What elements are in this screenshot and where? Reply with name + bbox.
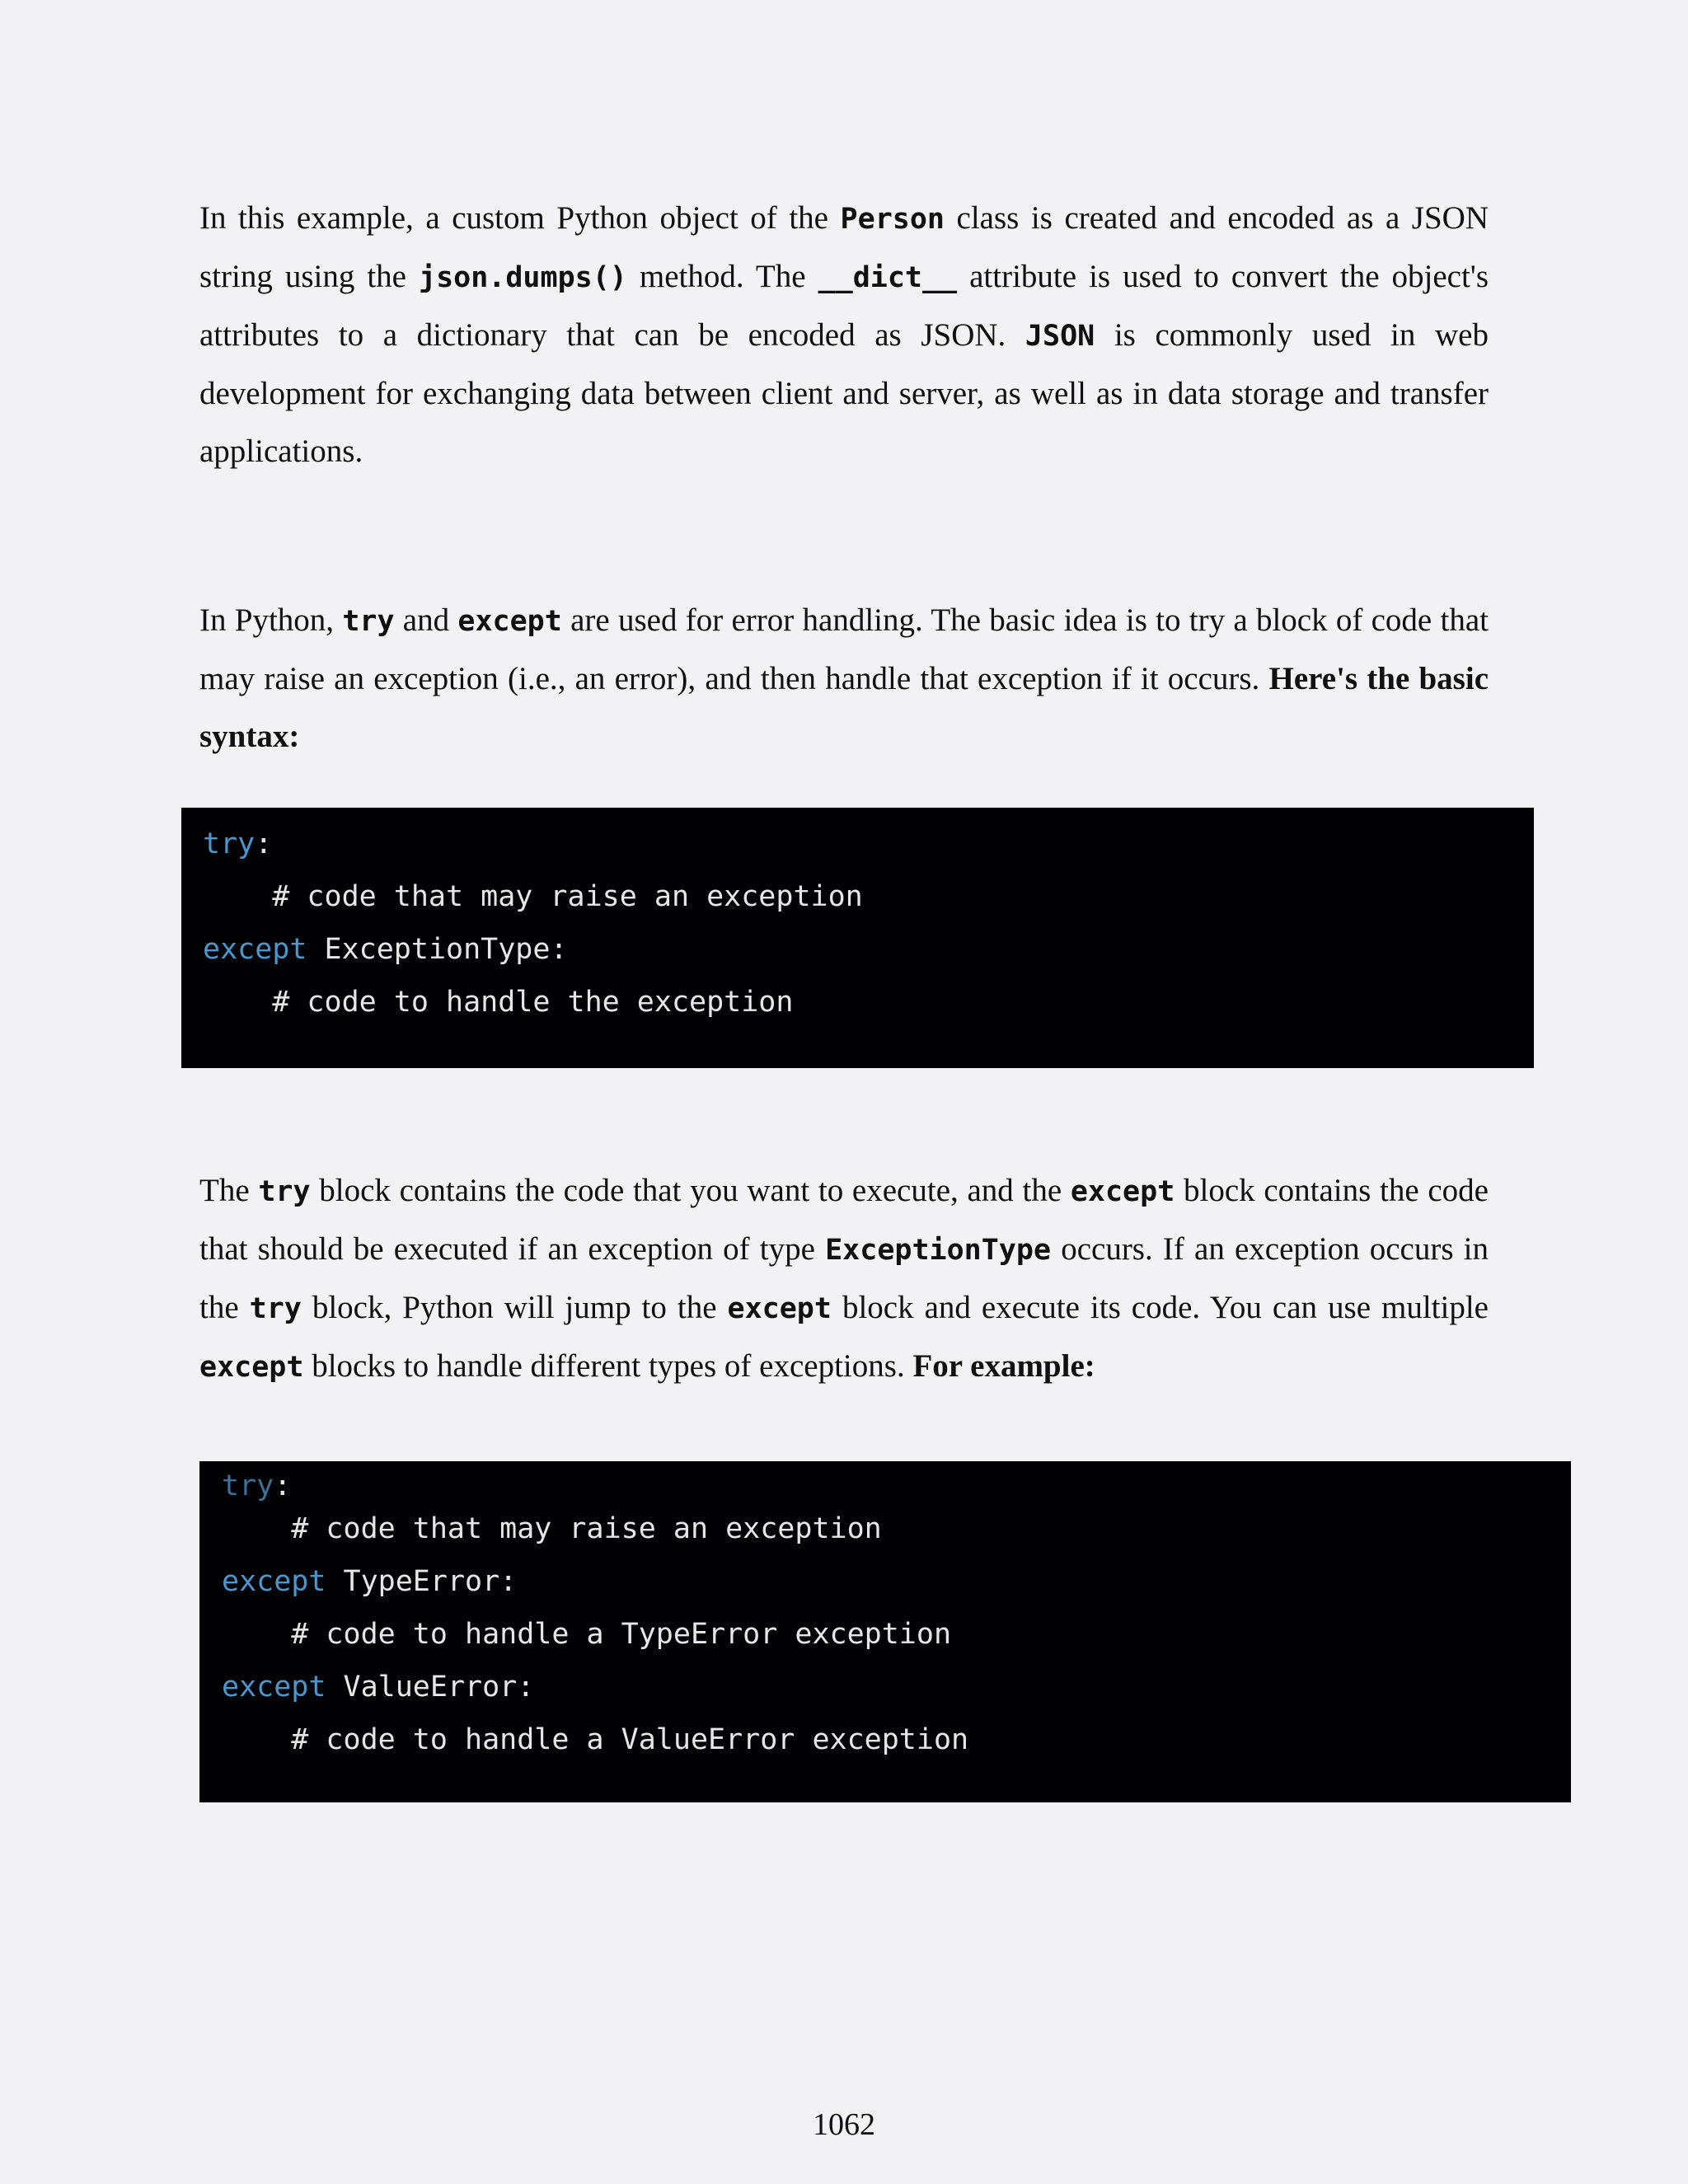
inline-code-json-dumps: json.dumps() (419, 261, 627, 294)
code-line (203, 818, 1512, 870)
inline-code-except: except (727, 1292, 832, 1325)
inline-code-try: try (249, 1292, 302, 1325)
text: and (394, 602, 458, 638)
inline-code-dict: __dict__ (818, 261, 958, 294)
page-number: 1062 (813, 2107, 875, 2142)
text: In this example, a custom Python object of the (199, 200, 841, 236)
text: The (199, 1173, 259, 1208)
text: block and execute its code. You can use multiple (831, 1290, 1489, 1325)
code-line: # code that may raise an exception (222, 1512, 882, 1545)
code-text: : (255, 827, 273, 860)
text: In Python, (199, 602, 343, 638)
code-line (222, 1661, 1549, 1713)
bold-text-basic-syntax: Here's the basic syntax: (199, 661, 1489, 754)
code-text: TypeError: (326, 1565, 518, 1598)
code-line: # code to handle a ValueError exception (222, 1723, 969, 1756)
inline-code-except: except (457, 605, 562, 638)
inline-code-except: except (199, 1351, 304, 1384)
inline-code-exception-type: ExceptionType (825, 1234, 1052, 1267)
code-keyword-except: except (222, 1671, 326, 1704)
inline-code-json: JSON (1025, 320, 1095, 353)
code-text: : (274, 1469, 292, 1502)
text: method. The (626, 259, 818, 294)
code-block-multiple-except (199, 1461, 1571, 1802)
code-text: ExceptionType: (307, 933, 568, 966)
paragraph-try-except-intro (199, 592, 1489, 766)
text: attribute is used to convert the object's attributes to a dictionary that can be encoded as JSON. (199, 259, 1489, 353)
text: block contains the code that you want to execute, and the (310, 1173, 1071, 1208)
code-line: # code to handle a TypeError exception (222, 1618, 952, 1651)
code-line: # code that may raise an exception (203, 880, 863, 913)
text: block contains the code that should be executed if an exception of type (199, 1173, 1489, 1267)
code-line: # code to handle the exception (203, 986, 794, 1019)
inline-code-except: except (1070, 1175, 1175, 1208)
code-line (222, 1555, 1549, 1608)
text: are used for error handling. The basic idea is to try a block of code that may raise an exception (i.e., an error), and then handle that exception if it occurs. (199, 602, 1489, 696)
text: occurs. If an exception occurs in the (199, 1231, 1489, 1325)
code-keyword-try: try (203, 827, 256, 860)
text: is commonly used in web development for exchanging data between client and server, as well as in data storage and transfer applications. (199, 317, 1489, 469)
code-keyword-except: except (222, 1565, 326, 1598)
code-keyword-try: try (222, 1469, 274, 1502)
code-line (222, 1469, 1549, 1502)
code-block-basic-syntax (181, 808, 1534, 1068)
code-line (203, 923, 1512, 976)
text: class is created and encoded as a JSON string using the (199, 200, 1489, 294)
bold-text-for-example: For example: (912, 1348, 1095, 1384)
text: blocks to handle different types of exceptions. (303, 1348, 913, 1384)
paragraph-try-except-explanation (199, 1162, 1489, 1396)
inline-code-person: Person (840, 203, 945, 236)
inline-code-try: try (258, 1175, 311, 1208)
code-text: ValueError: (326, 1671, 535, 1704)
paragraph-json-example (199, 190, 1489, 480)
inline-code-try: try (342, 605, 395, 638)
code-keyword-except: except (203, 933, 307, 966)
text: block, Python will jump to the (301, 1290, 728, 1325)
